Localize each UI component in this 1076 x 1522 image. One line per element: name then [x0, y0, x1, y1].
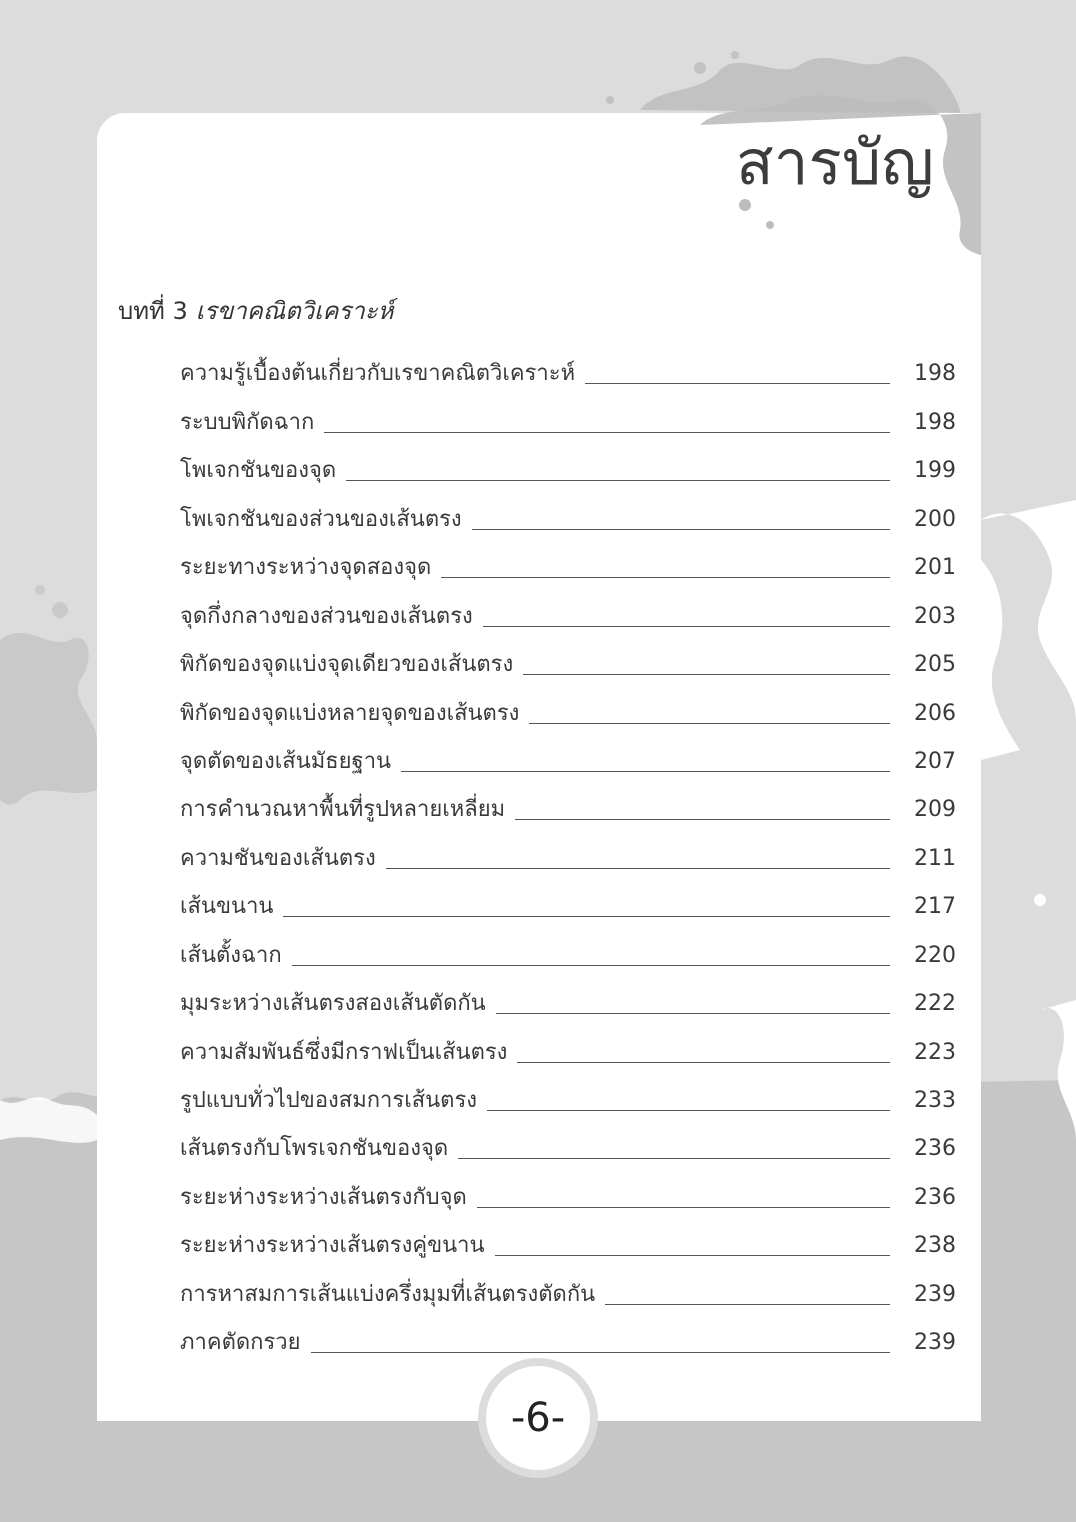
leader-line: [292, 965, 890, 966]
chapter-title: เรขาคณิตวิเคราะห์: [195, 297, 394, 325]
toc-page-number: 211: [914, 845, 956, 871]
toc-page-number: 198: [914, 361, 956, 387]
toc-page-number: 233: [914, 1088, 956, 1113]
toc-page-number: 199: [914, 458, 956, 484]
toc-entry-title: การหาสมการเส้นแบ่งครึ่งมุมที่เส้นตรงตัดกัน: [180, 1281, 596, 1307]
toc-entry-title: โพเจกชันของจุด: [180, 458, 337, 484]
page-title: สารบัญ: [735, 126, 934, 199]
toc-entry-title: ความรู้เบื้องต้นเกี่ยวกับเรขาคณิตวิเคราะห์: [180, 361, 576, 387]
toc-entry-title: เส้นขนาน: [180, 894, 274, 920]
toc-entry-title: เส้นตั้งฉาก: [180, 942, 282, 968]
toc-entry[interactable]: [180, 1023, 956, 1071]
toc-page-number: 239: [914, 1281, 956, 1307]
toc-page-number: 209: [914, 797, 956, 823]
toc-entry[interactable]: [180, 490, 956, 538]
toc-entry[interactable]: [180, 345, 956, 393]
toc-entry[interactable]: [180, 1265, 956, 1313]
toc-entry-title: โพเจกชันของส่วนของเส้นตรง: [180, 506, 462, 532]
toc-page-number: 198: [914, 409, 956, 435]
toc-entry-title: การคำนวณหาพื้นที่รูปหลายเหลี่ยม: [180, 797, 506, 823]
toc-entry-title: ระบบพิกัดฉาก: [180, 409, 315, 435]
toc-page-number: 236: [914, 1184, 956, 1210]
toc-page-number: 236: [914, 1136, 956, 1162]
toc-entry[interactable]: [180, 1168, 956, 1216]
leader-line: [477, 1207, 890, 1208]
page-number-badge: [478, 1358, 598, 1478]
leader-line: [483, 626, 890, 627]
leader-line: [529, 723, 890, 724]
toc-entry[interactable]: [180, 636, 956, 684]
toc-entry-title: พิกัดของจุดแบ่งจุดเดียวของเส้นตรง: [180, 652, 514, 678]
toc-entry-title: ภาคตัดกรวย: [180, 1330, 301, 1356]
toc-entry[interactable]: [180, 1314, 956, 1362]
leader-line: [311, 1352, 890, 1353]
toc-entry-title: จุดตัดของเส้นมัธยฐาน: [180, 748, 392, 774]
leader-line: [605, 1304, 890, 1305]
toc-page-number: 200: [914, 506, 956, 532]
toc-page-number: 220: [914, 942, 956, 968]
toc-entry-title: พิกัดของจุดแบ่งหลายจุดของเส้นตรง: [180, 700, 520, 726]
toc-page-number: 217: [914, 894, 956, 920]
chapter-heading: [118, 293, 393, 329]
table-of-contents: [180, 345, 956, 1362]
toc-entry-title: มุมระหว่างเส้นตรงสองเส้นตัดกัน: [180, 991, 486, 1017]
toc-page-number: 201: [914, 555, 956, 581]
toc-entry[interactable]: [180, 539, 956, 587]
toc-entry-title: ความชันของเส้นตรง: [180, 845, 376, 871]
leader-line: [523, 674, 890, 675]
toc-entry-title: จุดกึ่งกลางของส่วนของเส้นตรง: [180, 603, 473, 629]
toc-page-number: 206: [914, 700, 956, 726]
leader-line: [324, 432, 890, 433]
chapter-number: บทที่ 3: [118, 297, 188, 325]
toc-entry-title: เส้นตรงกับโพรเจกชันของจุด: [180, 1136, 449, 1162]
leader-line: [441, 577, 890, 578]
leader-line: [495, 1255, 890, 1256]
leader-line: [515, 819, 890, 820]
leader-line: [517, 1062, 890, 1063]
toc-entry[interactable]: [180, 442, 956, 490]
leader-line: [386, 868, 890, 869]
toc-entry[interactable]: [180, 733, 956, 781]
toc-entry-title: ระยะห่างระหว่างเส้นตรงคู่ขนาน: [180, 1233, 485, 1259]
leader-line: [496, 1013, 890, 1014]
toc-entry[interactable]: [180, 781, 956, 829]
toc-entry[interactable]: [180, 1072, 956, 1120]
toc-page-number: 203: [914, 603, 956, 629]
toc-entry[interactable]: [180, 975, 956, 1023]
toc-entry[interactable]: [180, 587, 956, 635]
page-number: -6-: [486, 1366, 590, 1470]
leader-line: [283, 916, 890, 917]
toc-page-number: 223: [914, 1039, 956, 1065]
toc-page-number: 222: [914, 991, 956, 1017]
leader-line: [458, 1158, 890, 1159]
toc-entry-title: ระยะทางระหว่างจุดสองจุด: [180, 555, 432, 581]
leader-line: [487, 1110, 890, 1111]
toc-entry[interactable]: [180, 1217, 956, 1265]
toc-entry-title: ความสัมพันธ์ซึ่งมีกราฟเป็นเส้นตรง: [180, 1039, 508, 1065]
leader-line: [585, 383, 890, 384]
toc-entry[interactable]: [180, 1120, 956, 1168]
toc-page-number: 205: [914, 652, 956, 678]
toc-entry[interactable]: [180, 926, 956, 974]
leader-line: [346, 480, 890, 481]
leader-line: [472, 529, 890, 530]
toc-page-number: 207: [914, 748, 956, 774]
leader-line: [401, 771, 890, 772]
toc-entry[interactable]: [180, 878, 956, 926]
toc-entry[interactable]: [180, 684, 956, 732]
toc-page-number: 239: [914, 1330, 956, 1356]
toc-entry[interactable]: [180, 393, 956, 441]
toc-entry-title: รูปแบบทั่วไปของสมการเส้นตรง: [180, 1088, 478, 1113]
toc-entry-title: ระยะห่างระหว่างเส้นตรงกับจุด: [180, 1184, 467, 1210]
toc-entry[interactable]: [180, 829, 956, 877]
toc-page-number: 238: [914, 1233, 956, 1259]
